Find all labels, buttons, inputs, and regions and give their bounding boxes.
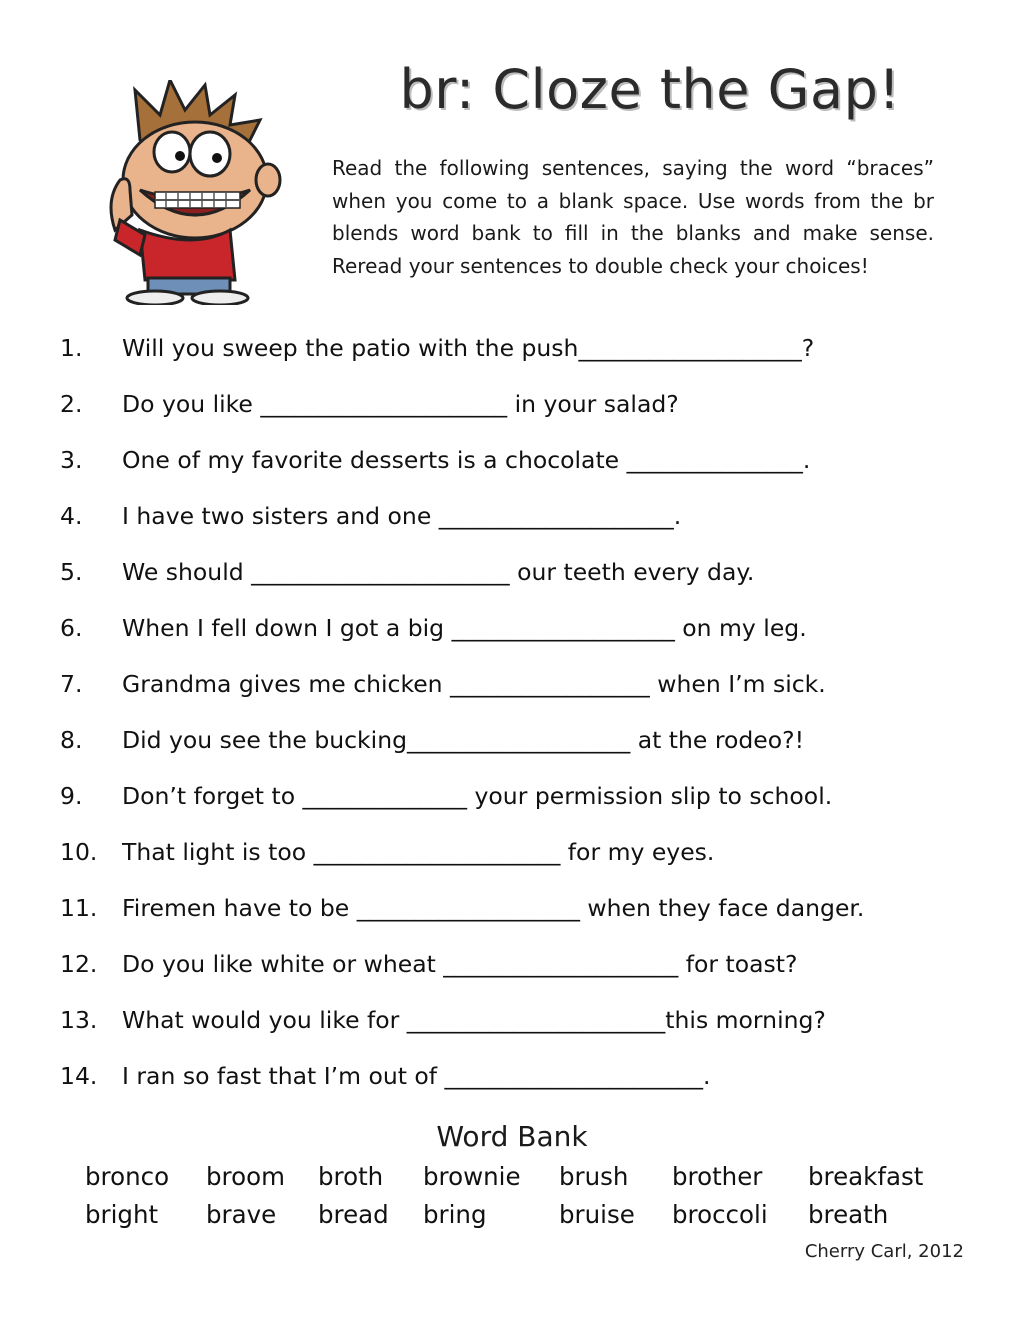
question-text: That light is too _____________________ for my eyes. xyxy=(122,838,715,866)
question-text: When I fell down I got a big ___________________ on my leg. xyxy=(122,614,807,642)
question-number: 10. xyxy=(60,838,98,866)
question-text: I have two sisters and one ____________________. xyxy=(122,502,682,530)
question-text: Firemen have to be ___________________ when they face danger. xyxy=(122,894,865,922)
question-text: Grandma gives me chicken _________________ when I’m sick. xyxy=(122,670,826,698)
question-number: 2. xyxy=(60,390,83,418)
question-number: 7. xyxy=(60,670,83,698)
question-number: 9. xyxy=(60,782,83,810)
question-number: 4. xyxy=(60,502,83,530)
question-item-10 xyxy=(60,838,980,894)
question-item-7 xyxy=(60,670,980,726)
question-text: Do you like white or wheat ____________________ for toast? xyxy=(122,950,798,978)
question-number: 3. xyxy=(60,446,83,474)
word-bank-word: broom xyxy=(206,1162,285,1191)
question-number: 12. xyxy=(60,950,98,978)
question-text: Don’t forget to ______________ your permission slip to school. xyxy=(122,782,833,810)
question-text: What would you like for ______________________this morning? xyxy=(122,1006,826,1034)
question-item-13 xyxy=(60,1006,980,1062)
question-number: 5. xyxy=(60,558,83,586)
question-item-12 xyxy=(60,950,980,1006)
question-number: 13. xyxy=(60,1006,98,1034)
question-number: 6. xyxy=(60,614,83,642)
author-credit: Cherry Carl, 2012 xyxy=(804,1241,964,1262)
question-number: 8. xyxy=(60,726,83,754)
page-title: br: Cloze the Gap! xyxy=(399,58,901,121)
question-text: I ran so fast that I’m out of ______________________. xyxy=(122,1062,711,1090)
instructions-paragraph: Read the following sentences, saying the word “braces” when you come to a blank space. Use words from the br blends word bank to fill in the blanks and make sense. Reread your sentences to double check your choices! xyxy=(332,156,934,279)
question-item-14 xyxy=(60,1062,980,1118)
question-text: Did you see the bucking___________________ at the rodeo?! xyxy=(122,726,805,754)
question-item-11 xyxy=(60,894,980,950)
word-bank-word: brave xyxy=(206,1200,277,1229)
boy-with-braces-illustration xyxy=(100,80,295,305)
word-bank-word: brother xyxy=(672,1162,763,1191)
word-bank-word: breath xyxy=(808,1200,889,1229)
question-text: We should ______________________ our teeth every day. xyxy=(122,558,755,586)
question-text: Do you like _____________________ in your salad? xyxy=(122,390,679,418)
question-number: 1. xyxy=(60,334,83,362)
word-bank-word: brush xyxy=(559,1162,629,1191)
word-bank-title: Word Bank xyxy=(436,1120,588,1153)
question-list xyxy=(60,334,980,1118)
question-text: Will you sweep the patio with the push___________________? xyxy=(122,334,815,362)
question-number: 11. xyxy=(60,894,98,922)
word-bank-word: brownie xyxy=(423,1162,521,1191)
question-text: One of my favorite desserts is a chocolate _______________. xyxy=(122,446,811,474)
question-item-2 xyxy=(60,390,980,446)
word-bank-word: breakfast xyxy=(808,1162,924,1191)
word-bank-word: broccoli xyxy=(672,1200,768,1229)
word-bank-word: bruise xyxy=(559,1200,635,1229)
word-bank-word: bright xyxy=(85,1200,159,1229)
word-bank-word: bread xyxy=(318,1200,389,1229)
word-bank-word: broth xyxy=(318,1162,384,1191)
question-item-3 xyxy=(60,446,980,502)
word-bank-word: bring xyxy=(423,1200,487,1229)
question-item-6 xyxy=(60,614,980,670)
question-item-1 xyxy=(60,334,980,390)
question-number: 14. xyxy=(60,1062,98,1090)
question-item-9 xyxy=(60,782,980,838)
question-item-8 xyxy=(60,726,980,782)
question-item-4 xyxy=(60,502,980,558)
word-bank-word: bronco xyxy=(85,1162,170,1191)
question-item-5 xyxy=(60,558,980,614)
